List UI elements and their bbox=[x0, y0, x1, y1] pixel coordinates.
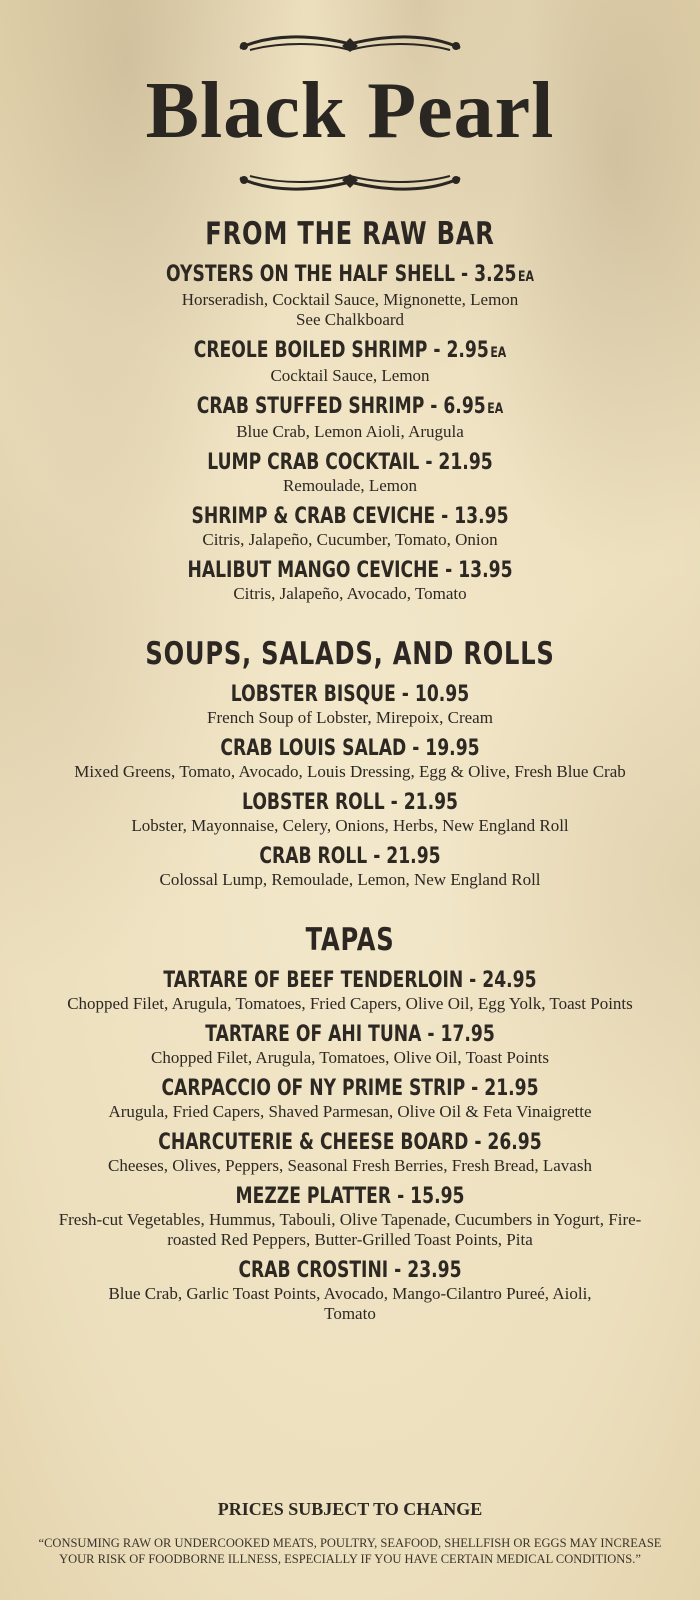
item-description: Horseradish, Cocktail Sauce, Mignonette, Lemon bbox=[181, 290, 519, 309]
health-disclaimer: “CONSUMING RAW OR UNDERCOOKED MEATS, POULTRY, SEAFOOD, SHELLFISH OR EGGS MAY INCREASE YOUR RISK OF FOODBORNE ILLNESS, ESPECIALLY IF YOU HAVE CERTAIN MEDICAL CONDITIONS.” bbox=[38, 1536, 662, 1566]
item-description: Citris, Jalapeño, Avocado, Tomato bbox=[233, 584, 467, 603]
menu-item bbox=[0, 394, 700, 442]
item-description: Remoulade, Lemon bbox=[282, 476, 418, 495]
menu-item bbox=[0, 736, 700, 782]
menu-content bbox=[0, 214, 700, 1354]
item-description: Cheeses, Olives, Peppers, Seasonal Fresh Berries, Fresh Bread, Lavash bbox=[108, 1156, 592, 1175]
menu-item bbox=[0, 1022, 700, 1068]
menu-item bbox=[0, 504, 700, 550]
menu-header bbox=[0, 28, 700, 198]
item-name: LOBSTER BISQUE - 10.95 bbox=[230, 682, 470, 707]
menu-item bbox=[0, 338, 700, 386]
item-name: HALIBUT MANGO CEVICHE - 13.95 bbox=[187, 558, 513, 583]
item-name: CRAB LOUIS SALAD - 19.95 bbox=[220, 736, 480, 761]
menu-item bbox=[0, 968, 700, 1014]
item-name: CREOLE BOILED SHRIMP - 2.95 EA bbox=[193, 338, 507, 363]
item-description: Colossal Lump, Remoulade, Lemon, New England Roll bbox=[159, 870, 541, 889]
item-name: TARTARE OF BEEF TENDERLOIN - 24.95 bbox=[163, 968, 537, 993]
menu-item bbox=[0, 682, 700, 728]
item-description: Blue Crab, Garlic Toast Points, Avocado, Mango-Cilantro Pureé, Aioli, Tomato bbox=[108, 1284, 592, 1323]
menu-item bbox=[0, 262, 700, 330]
item-name: CRAB STUFFED SHRIMP - 6.95 EA bbox=[196, 394, 504, 419]
price-notice: PRICES SUBJECT TO CHANGE bbox=[217, 1499, 483, 1519]
section-title: SOUPS, SALADS, AND ROLLS bbox=[145, 636, 555, 672]
menu-item bbox=[0, 1184, 700, 1250]
item-description: Lobster, Mayonnaise, Celery, Onions, Herbs, New England Roll bbox=[131, 816, 569, 835]
item-name: MEZZE PLATTER - 15.95 bbox=[235, 1184, 465, 1209]
item-name: TARTARE OF AHI TUNA - 17.95 bbox=[205, 1022, 495, 1047]
item-name: CRAB CROSTINI - 23.95 bbox=[238, 1258, 462, 1283]
restaurant-name: Black Pearl bbox=[145, 67, 555, 155]
item-description: Blue Crab, Lemon Aioli, Arugula bbox=[236, 422, 464, 441]
item-name: CRAB ROLL - 21.95 bbox=[259, 844, 441, 869]
menu-item bbox=[0, 1130, 700, 1176]
section-soups-salads-rolls bbox=[0, 634, 700, 890]
item-name: LOBSTER ROLL - 21.95 bbox=[242, 790, 458, 815]
item-name: SHRIMP & CRAB CEVICHE - 13.95 bbox=[191, 504, 509, 529]
section-raw-bar bbox=[0, 214, 700, 604]
item-description: Citris, Jalapeño, Cucumber, Tomato, Onion bbox=[202, 530, 498, 549]
item-unit: EA bbox=[518, 269, 534, 285]
section-title: TAPAS bbox=[305, 922, 395, 958]
menu-item bbox=[0, 1076, 700, 1122]
item-unit: EA bbox=[487, 401, 504, 417]
item-name: LUMP CRAB COCKTAIL - 21.95 bbox=[207, 450, 493, 475]
section-tapas bbox=[0, 920, 700, 1324]
item-description: Chopped Filet, Arugula, Tomatoes, Olive Oil, Toast Points bbox=[151, 1048, 549, 1067]
item-description: Arugula, Fried Capers, Shaved Parmesan, Olive Oil & Feta Vinaigrette bbox=[108, 1102, 592, 1121]
menu-item bbox=[0, 450, 700, 496]
flourish-ornament-icon bbox=[230, 166, 470, 196]
menu-item bbox=[0, 844, 700, 890]
item-description: French Soup of Lobster, Mirepoix, Cream bbox=[207, 708, 493, 727]
menu-item bbox=[0, 790, 700, 836]
item-description: Cocktail Sauce, Lemon bbox=[270, 366, 430, 385]
item-description: Fresh-cut Vegetables, Hummus, Tabouli, Olive Tapenade, Cucumbers in Yogurt, Fire-roasted Red Peppers, Butter-Grilled Toast Points, Pita bbox=[58, 1210, 642, 1249]
menu-footer bbox=[0, 1497, 700, 1567]
menu-item bbox=[0, 1258, 700, 1324]
item-unit: EA bbox=[490, 345, 507, 361]
item-description: Mixed Greens, Tomato, Avocado, Louis Dressing, Egg & Olive, Fresh Blue Crab bbox=[74, 762, 626, 781]
menu-item bbox=[0, 558, 700, 604]
section-title: FROM THE RAW BAR bbox=[205, 216, 495, 252]
item-note: See Chalkboard bbox=[295, 310, 405, 329]
item-name: OYSTERS ON THE HALF SHELL - 3.25 EA bbox=[166, 262, 534, 287]
item-description: Chopped Filet, Arugula, Tomatoes, Fried Capers, Olive Oil, Egg Yolk, Toast Points bbox=[67, 994, 633, 1013]
item-name: CARPACCIO OF NY PRIME STRIP - 21.95 bbox=[161, 1076, 539, 1101]
item-name: CHARCUTERIE & CHEESE BOARD - 26.95 bbox=[158, 1130, 542, 1155]
